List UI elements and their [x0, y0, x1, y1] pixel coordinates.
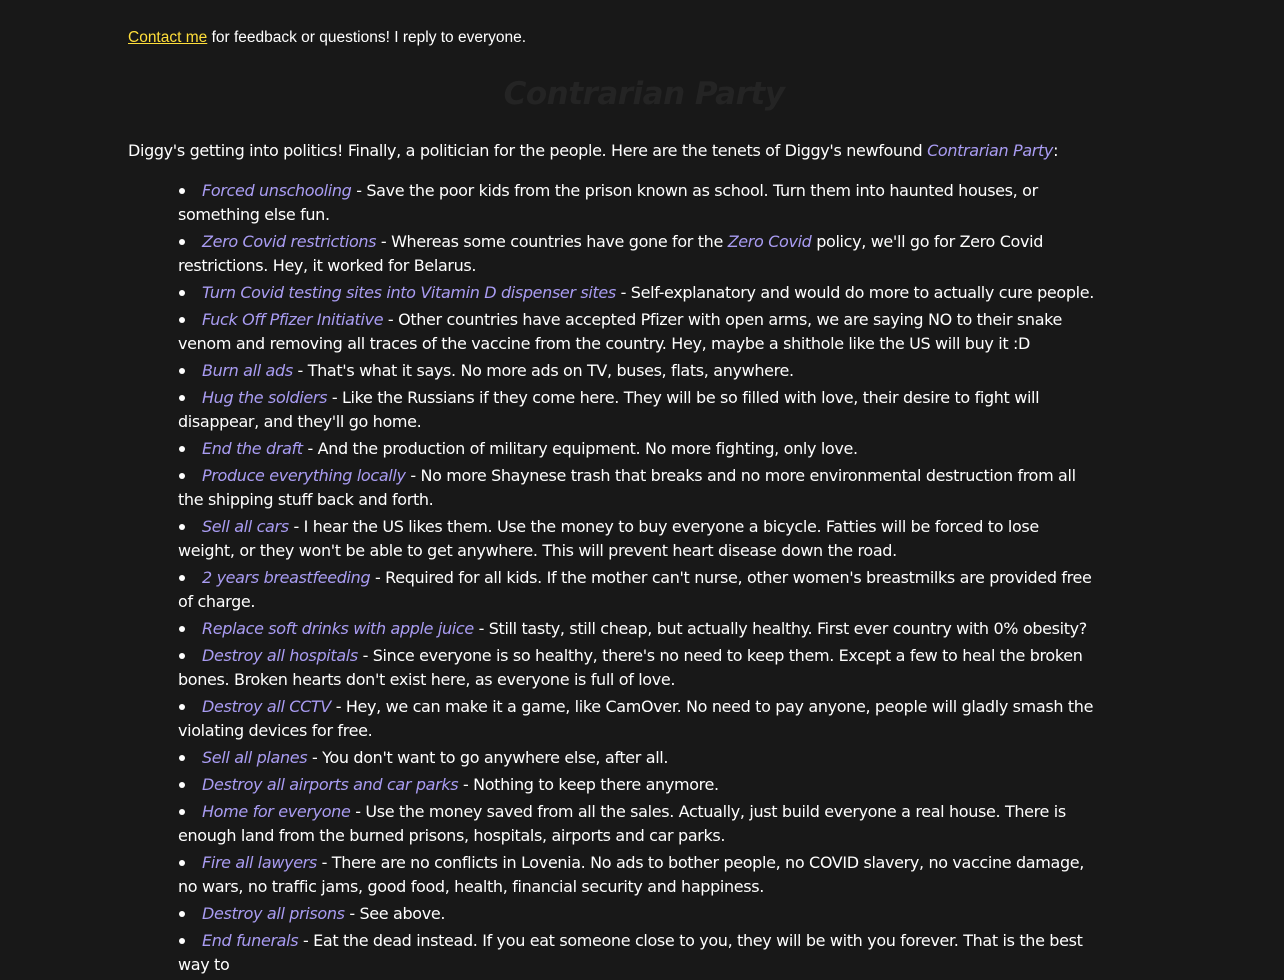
contact-line: [128, 27, 526, 49]
bullet-icon: [179, 755, 185, 761]
tenet-text: - Whereas some countries have gone for the: [376, 232, 728, 251]
tenet-item: [178, 644, 1096, 692]
intro-text: Diggy's getting into politics! Finally, a politician for the people. Here are the tenets of Diggy's newfound: [128, 141, 928, 160]
bullet-icon: [179, 704, 185, 710]
tenet-text: - And the production of military equipment. No more fighting, only love.: [302, 439, 858, 458]
bullet-icon: [179, 524, 185, 530]
bullet-icon: [179, 938, 185, 944]
bullet-icon: [179, 239, 185, 245]
tenet-link[interactable]: 2 years breastfeeding: [202, 568, 371, 587]
tenet-text: - Still tasty, still cheap, but actually healthy. First ever country with 0% obesity?: [473, 619, 1087, 638]
tenet-inline-link[interactable]: Zero Covid: [727, 232, 812, 251]
tenet-link[interactable]: Sell all cars: [202, 517, 289, 536]
tenets-list: [178, 179, 1096, 980]
bullet-icon: [179, 368, 185, 374]
tenet-item: [178, 566, 1096, 614]
tenet-item: [178, 230, 1096, 278]
bullet-icon: [179, 290, 185, 296]
bullet-icon: [179, 317, 185, 323]
tenet-text: - See above.: [344, 904, 446, 923]
tenet-link[interactable]: Home for everyone: [202, 802, 351, 821]
tenet-item: [178, 308, 1096, 356]
tenet-link[interactable]: Turn Covid testing sites into Vitamin D dispenser sites: [202, 283, 616, 302]
tenet-text: - Required for all kids. If the mother can't nurse, other women's breastmilks are provided free of charge.: [178, 568, 1092, 611]
bullet-icon: [179, 575, 185, 581]
intro-paragraph: [128, 139, 1058, 163]
tenet-item: [178, 800, 1096, 848]
tenet-item: [178, 695, 1096, 743]
tenet-link[interactable]: Destroy all prisons: [202, 904, 345, 923]
tenet-text: - Like the Russians if they come here. They will be so filled with love, their desire to fight will disappear, and they'll go home.: [178, 388, 1040, 431]
tenet-text: - Use the money saved from all the sales. Actually, just build everyone a real house. There is enough land from the burned prisons, hospitals, airports and car parks.: [178, 802, 1066, 845]
bullet-icon: [179, 188, 185, 194]
tenet-item: [178, 929, 1096, 977]
tenet-item: [178, 902, 1096, 926]
tenet-link[interactable]: Produce everything locally: [202, 466, 406, 485]
intro-colon: :: [1053, 141, 1059, 160]
tenet-link[interactable]: Burn all ads: [202, 361, 293, 380]
tenet-item: [178, 179, 1096, 227]
tenet-text: - Save the poor kids from the prison known as school. Turn them into haunted houses, or something else fun.: [178, 181, 1038, 224]
bullet-icon: [179, 860, 185, 866]
tenet-text: - You don't want to go anywhere else, after all.: [307, 748, 669, 767]
tenet-text: - Hey, we can make it a game, like CamOver. No need to pay anyone, people will gladly smash the violating devices for free.: [178, 697, 1094, 740]
tenet-link[interactable]: Zero Covid restrictions: [202, 232, 377, 251]
tenet-text: - There are no conflicts in Lovenia. No ads to bother people, no COVID slavery, no vaccine damage, no wars, no traffic jams, good food, health, financial security and happiness.: [178, 853, 1084, 896]
tenet-item: [178, 515, 1096, 563]
bullet-icon: [179, 782, 185, 788]
tenet-link[interactable]: Destroy all airports and car parks: [202, 775, 459, 794]
tenet-link[interactable]: Fire all lawyers: [202, 853, 317, 872]
tenet-link[interactable]: Fuck Off Pfizer Initiative: [202, 310, 384, 329]
bullet-icon: [179, 446, 185, 452]
tenet-text: - Nothing to keep there anymore.: [458, 775, 719, 794]
tenet-link[interactable]: Hug the soldiers: [202, 388, 328, 407]
tenet-link[interactable]: End the draft: [202, 439, 303, 458]
tenet-item: [178, 386, 1096, 434]
intro-party-link[interactable]: Contrarian Party: [927, 141, 1054, 160]
tenet-text: - That's what it says. No more ads on TV, buses, flats, anywhere.: [292, 361, 794, 380]
tenet-link[interactable]: Sell all planes: [202, 748, 308, 767]
tenet-link[interactable]: Replace soft drinks with apple juice: [202, 619, 474, 638]
tenet-item: [178, 281, 1096, 305]
tenet-item: [178, 617, 1096, 641]
tenet-text: - Self-explanatory and would do more to actually cure people.: [615, 283, 1094, 302]
tenet-text: - Eat the dead instead. If you eat someone close to you, they will be with you forever. That is the best way to: [178, 931, 1083, 974]
tenet-item: [178, 464, 1096, 512]
tenet-item: [178, 851, 1096, 899]
contact-link[interactable]: Contact me: [128, 29, 208, 46]
tenet-link[interactable]: Forced unschooling: [202, 181, 352, 200]
tenet-link[interactable]: End funerals: [202, 931, 299, 950]
tenet-item: [178, 773, 1096, 797]
page-title: Contrarian Party: [503, 76, 785, 112]
tenet-item: [178, 359, 1096, 383]
contact-text: for feedback or questions! I reply to everyone.: [207, 29, 527, 46]
bullet-icon: [179, 473, 185, 479]
bullet-icon: [179, 911, 185, 917]
tenet-text: - I hear the US likes them. Use the money to buy everyone a bicycle. Fatties will be forced to lose weight, or they won't be able to get anywhere. This will prevent heart disease down the road.: [178, 517, 1039, 560]
tenet-text: - Other countries have accepted Pfizer with open arms, we are saying NO to their snake venom and removing all traces of the vaccine from the country. Hey, maybe a shithole like the US will buy it :D: [178, 310, 1063, 353]
bullet-icon: [179, 809, 185, 815]
tenet-item: [178, 437, 1096, 461]
tenet-text: - Since everyone is so healthy, there's no need to keep them. Except a few to heal the broken bones. Broken hearts don't exist here, as everyone is full of love.: [178, 646, 1083, 689]
tenet-link[interactable]: Destroy all CCTV: [202, 697, 331, 716]
tenet-item: [178, 746, 1096, 770]
bullet-icon: [179, 626, 185, 632]
bullet-icon: [179, 653, 185, 659]
tenet-text: - No more Shaynese trash that breaks and no more environmental destruction from all the shipping stuff back and forth.: [178, 466, 1076, 509]
bullet-icon: [179, 395, 185, 401]
tenet-link[interactable]: Destroy all hospitals: [202, 646, 358, 665]
tenet-text-continued: policy, we'll go for Zero Covid restrictions. Hey, it worked for Belarus.: [178, 232, 1044, 275]
